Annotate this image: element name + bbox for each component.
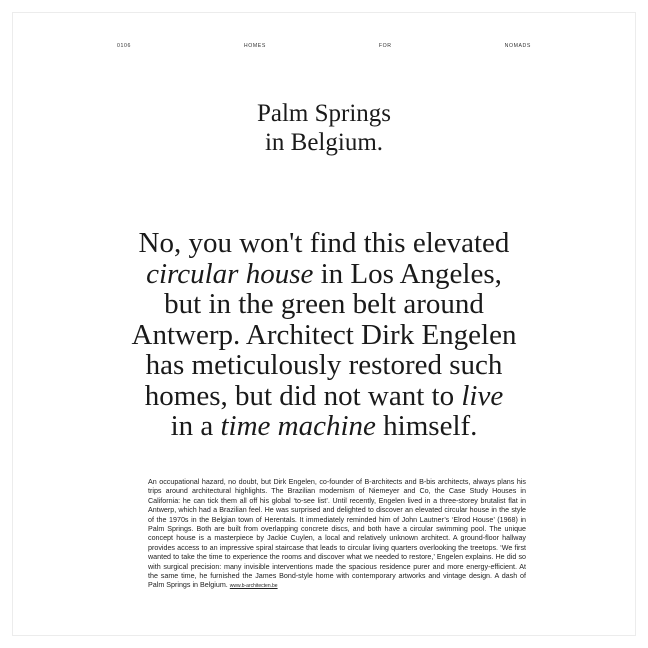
deck-italic-time-machine: time machine (220, 410, 376, 442)
running-head-word-for: FOR (378, 43, 392, 49)
magazine-page (12, 12, 636, 636)
article-title-line-2: in Belgium. (264, 129, 384, 156)
deck-line-7-start: in a (170, 410, 221, 442)
article-deck (13, 228, 635, 442)
deck-italic-circular-house: circular house (146, 257, 314, 290)
page-number: 0106 (117, 43, 131, 49)
deck-line-2-rest: in Los Angeles, (313, 257, 502, 290)
article-body-text: An occupational hazard, no doubt, but Dirk Engelen, co-founder of B-architects and B-bis architects, always plans his trips around architectural highlights. The Brazilian modernism of Niemeyer and Co, the Case Study Houses in California: he can tick them all off his global ‘to-see list’. Until recently, Engelen lived in a three-storey brutalist flat in Antwerp, which had a Brazilian feel. He was surprised and delighted to discover an elevated circular house in the style of the 1970s in the Belgian town of Herentals. It immediately reminded him of John Lautner’s ‘Elrod House’ (1968) in Palm Springs. Both are built from overlapping concrete discs, and both have a circular swimming pool. The unique concept house is a masterpiece by Jackie Cuylen, a local and relatively unknown architect. A ground-floor hallway provides access to an impressive spiral staircase that leads to circular living quarters overlooking the treetops. ‘We first wanted to take the time to experience the rooms and discover what we needed to restore,’ Engelen explains. He did so with surgical precision: many invisible interventions made the spacious residence purer and more energy-efficient. At the same time, he furnished the James Bond-style home with contemporary artworks and vintage design. A dash of Palm Springs in Belgium. (148, 478, 526, 590)
deck-line-4: Antwerp. Architect Dirk Engelen (131, 318, 517, 351)
deck-line-3: but in the green belt around (164, 288, 484, 320)
deck-line-7 (13, 411, 635, 442)
article-title-line-1: Palm Springs (256, 100, 392, 127)
deck-line-7-end: himself. (375, 410, 478, 442)
deck-italic-live: live (461, 379, 504, 412)
running-head-word-homes: HOMES (243, 43, 266, 49)
deck-line-2 (13, 259, 635, 290)
article-title (13, 99, 635, 157)
website-link[interactable]: www.b-architecten.be (229, 583, 278, 590)
deck-line-5: has meticulously restored such (145, 349, 503, 381)
running-head-word-nomads: NOMADS (504, 43, 531, 49)
deck-line-1: No, you won't find this elevated (138, 227, 510, 259)
deck-line-6 (13, 381, 635, 412)
article-body (148, 478, 526, 592)
deck-line-6-start: homes, but did not want to (144, 379, 462, 412)
running-head (117, 43, 531, 49)
